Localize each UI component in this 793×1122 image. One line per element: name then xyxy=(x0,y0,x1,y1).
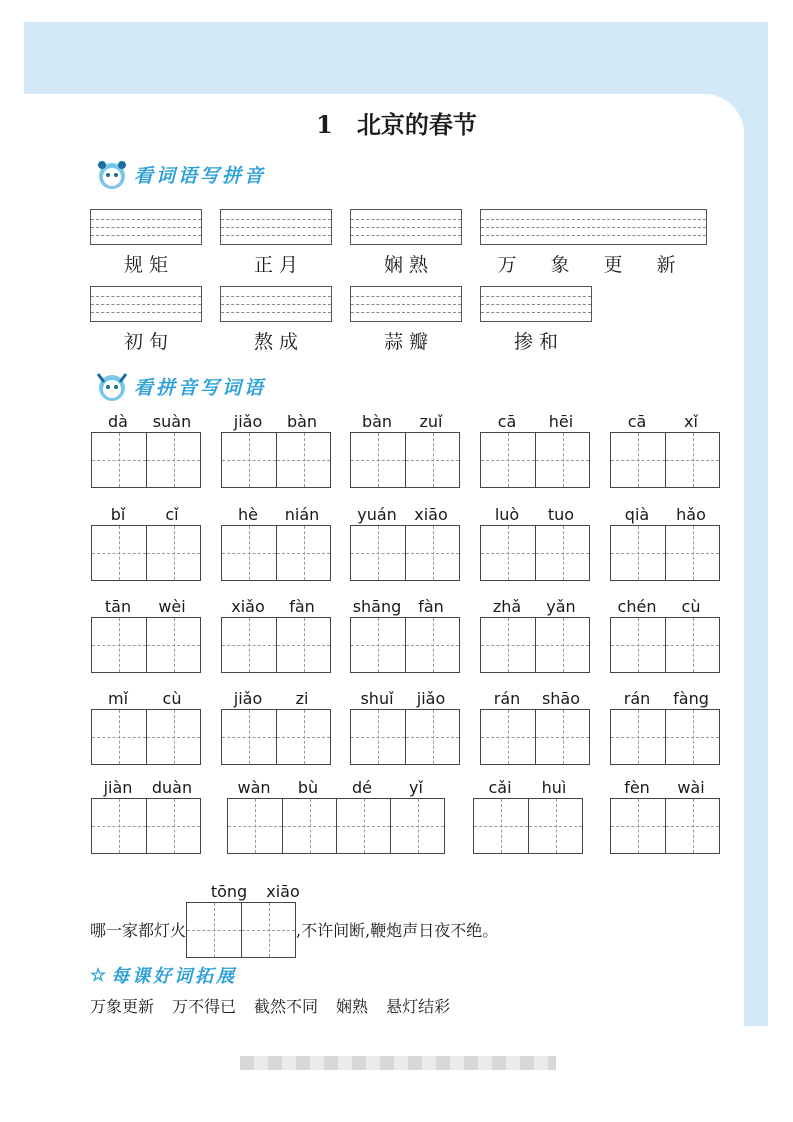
extension-word: 娴熟 xyxy=(336,997,369,1016)
char-grid xyxy=(91,432,201,488)
char-cell[interactable] xyxy=(92,526,146,580)
pinyin-label: nián xyxy=(284,504,320,524)
pinyin-word-group xyxy=(91,595,201,673)
char-cell[interactable] xyxy=(92,433,146,487)
pinyin-row xyxy=(91,687,201,709)
char-grid xyxy=(91,525,201,581)
pinyin-box[interactable] xyxy=(90,286,202,322)
pinyin-label: cù xyxy=(162,688,182,708)
pinyin-box[interactable] xyxy=(350,286,462,322)
pinyin-label: xiāo xyxy=(266,881,300,901)
char-cell[interactable] xyxy=(611,710,665,764)
pinyin-word-group xyxy=(221,410,331,488)
char-cell[interactable] xyxy=(611,618,665,672)
pinyin-label: yuán xyxy=(357,504,397,524)
pinyin-label: fèn xyxy=(624,777,650,797)
pinyin-label: zi xyxy=(295,688,309,708)
pinyin-box[interactable] xyxy=(90,209,202,245)
char-cell[interactable] xyxy=(665,433,719,487)
char-cell[interactable] xyxy=(405,618,459,672)
char-grid xyxy=(610,525,720,581)
pinyin-label: bàn xyxy=(286,411,318,431)
char-cell[interactable] xyxy=(481,526,535,580)
char-cell[interactable] xyxy=(92,618,146,672)
pinyin-label: rán xyxy=(623,688,651,708)
section2-heading xyxy=(92,368,266,404)
char-cell[interactable] xyxy=(405,526,459,580)
pinyin-label: hè xyxy=(238,504,258,524)
pinyin-word-group xyxy=(91,503,201,581)
pinyin-row xyxy=(480,410,590,432)
char-cell[interactable] xyxy=(222,526,276,580)
pinyin-label: dà xyxy=(108,411,128,431)
char-grid xyxy=(91,617,201,673)
char-grid xyxy=(221,617,331,673)
pinyin-label: chén xyxy=(617,596,657,616)
pinyin-word-group xyxy=(480,503,590,581)
char-cell[interactable] xyxy=(481,710,535,764)
extension-word: 万不得已 xyxy=(172,997,237,1016)
pinyin-word-group xyxy=(610,503,720,581)
pinyin-word-group xyxy=(350,503,460,581)
pinyin-row xyxy=(473,776,583,798)
char-grid xyxy=(186,902,296,958)
pinyin-label: mǐ xyxy=(107,688,129,708)
pinyin-label: cā xyxy=(627,411,647,431)
char-cell[interactable] xyxy=(665,526,719,580)
pinyin-word-group xyxy=(473,776,583,854)
char-cell[interactable] xyxy=(146,618,200,672)
char-cell[interactable] xyxy=(146,799,200,853)
char-grid xyxy=(221,709,331,765)
section2-heading-text: 看拼音写词语 xyxy=(134,376,267,399)
char-grid xyxy=(610,432,720,488)
pinyin-word-group xyxy=(221,503,331,581)
pinyin-box[interactable] xyxy=(480,209,707,245)
fill-sentence xyxy=(90,880,498,958)
char-grid xyxy=(227,798,445,854)
pinyin-row xyxy=(610,595,720,617)
char-cell[interactable] xyxy=(222,618,276,672)
char-cell[interactable] xyxy=(611,799,665,853)
word-label: 娴 熟 xyxy=(383,254,429,276)
pinyin-row xyxy=(480,503,590,525)
char-cell[interactable] xyxy=(535,433,589,487)
char-cell[interactable] xyxy=(528,799,582,853)
pinyin-row xyxy=(221,503,331,525)
footer-watermark xyxy=(240,1056,556,1070)
char-cell[interactable] xyxy=(282,799,336,853)
extension-word: 悬灯结彩 xyxy=(386,997,451,1016)
pinyin-label: shāng xyxy=(352,596,402,616)
pinyin-label: jiàn xyxy=(103,777,133,797)
char-cell[interactable] xyxy=(241,903,295,957)
pinyin-label: tān xyxy=(104,596,132,616)
char-cell[interactable] xyxy=(222,433,276,487)
pinyin-row xyxy=(91,776,201,798)
extension-words xyxy=(90,994,450,1017)
pinyin-label: wèi xyxy=(158,596,186,616)
pinyin-label: tuo xyxy=(547,504,575,524)
pinyin-label: yǎn xyxy=(546,596,576,616)
pinyin-box[interactable] xyxy=(350,209,462,245)
word-label: 掺 和 xyxy=(513,331,559,353)
char-grid xyxy=(221,525,331,581)
word-label: 规 矩 xyxy=(123,254,169,276)
char-cell[interactable] xyxy=(146,433,200,487)
extension-heading xyxy=(90,962,237,988)
pinyin-label: huì xyxy=(541,777,567,797)
pinyin-label: bǐ xyxy=(110,504,126,524)
pinyin-label: luò xyxy=(494,504,520,524)
char-cell[interactable] xyxy=(481,618,535,672)
pinyin-label: shāo xyxy=(541,688,581,708)
char-cell[interactable] xyxy=(665,710,719,764)
sentence-before: 哪一家都灯火 xyxy=(90,921,187,940)
pinyin-label: wàn xyxy=(237,777,271,797)
char-cell[interactable] xyxy=(535,710,589,764)
pinyin-word-group xyxy=(227,776,445,854)
char-cell[interactable] xyxy=(92,799,146,853)
char-cell[interactable] xyxy=(405,433,459,487)
page-title: 1 北京的春节 xyxy=(316,110,477,139)
pinyin-label: cǎi xyxy=(488,777,512,797)
pinyin-row xyxy=(610,687,720,709)
char-cell[interactable] xyxy=(146,526,200,580)
pinyin-row xyxy=(227,776,445,798)
pinyin-label: zhǎ xyxy=(492,596,522,616)
char-grid xyxy=(480,525,590,581)
char-cell[interactable] xyxy=(351,618,405,672)
char-cell[interactable] xyxy=(351,526,405,580)
char-grid xyxy=(610,617,720,673)
pinyin-box[interactable] xyxy=(220,286,332,322)
pinyin-box[interactable] xyxy=(220,209,332,245)
char-grid xyxy=(350,617,460,673)
pinyin-label: duàn xyxy=(151,777,193,797)
pinyin-box[interactable] xyxy=(480,286,592,322)
char-grid xyxy=(350,525,460,581)
pinyin-row xyxy=(91,595,201,617)
char-cell[interactable] xyxy=(276,526,330,580)
pinyin-label: cù xyxy=(681,596,701,616)
pinyin-word-group xyxy=(350,595,460,673)
pinyin-word-group xyxy=(610,595,720,673)
extension-heading-text: 每课好词拓展 xyxy=(111,966,238,987)
pinyin-word-group xyxy=(480,595,590,673)
char-cell[interactable] xyxy=(665,799,719,853)
char-grid xyxy=(221,432,331,488)
pinyin-label: qià xyxy=(624,504,650,524)
pinyin-word-group xyxy=(610,687,720,765)
pinyin-label: xǐ xyxy=(684,411,698,431)
pinyin-word-group xyxy=(350,687,460,765)
pinyin-word-group xyxy=(350,410,460,488)
pinyin-row xyxy=(610,503,720,525)
char-grid xyxy=(480,432,590,488)
section1-heading xyxy=(92,156,266,192)
pinyin-label: suàn xyxy=(152,411,192,431)
pinyin-label: xiǎo xyxy=(231,596,265,616)
pinyin-label: jiǎo xyxy=(416,688,446,708)
char-grid xyxy=(473,798,583,854)
char-cell[interactable] xyxy=(535,618,589,672)
pinyin-label: dé xyxy=(352,777,372,797)
char-cell[interactable] xyxy=(146,710,200,764)
word-label: 正 月 xyxy=(253,254,299,276)
char-cell[interactable] xyxy=(405,710,459,764)
star-icon: ☆ xyxy=(90,964,110,986)
panda-icon xyxy=(92,156,132,192)
char-cell[interactable] xyxy=(276,433,330,487)
pinyin-label: bàn xyxy=(361,411,393,431)
pinyin-label: hǎo xyxy=(676,504,706,524)
pinyin-label: rán xyxy=(493,688,521,708)
char-grid xyxy=(610,798,720,854)
pinyin-row xyxy=(350,503,460,525)
char-cell[interactable] xyxy=(481,433,535,487)
char-cell[interactable] xyxy=(390,799,444,853)
char-cell[interactable] xyxy=(276,710,330,764)
pinyin-row xyxy=(91,410,201,432)
pinyin-word-group xyxy=(610,776,720,854)
pinyin-word-group xyxy=(91,687,201,765)
char-cell[interactable] xyxy=(228,799,282,853)
pinyin-row xyxy=(221,687,331,709)
pinyin-row xyxy=(480,687,590,709)
char-cell[interactable] xyxy=(611,433,665,487)
pinyin-row xyxy=(350,410,460,432)
pinyin-row xyxy=(221,410,331,432)
word-label: 蒜 瓣 xyxy=(383,331,429,353)
word-label: 万 象 更 新 xyxy=(497,254,690,276)
char-cell[interactable] xyxy=(351,710,405,764)
pinyin-word-group xyxy=(480,410,590,488)
pinyin-label: jiǎo xyxy=(233,688,263,708)
word-label: 初 旬 xyxy=(123,331,169,353)
char-cell[interactable] xyxy=(187,903,241,957)
pinyin-label: bù xyxy=(297,777,319,797)
pinyin-row xyxy=(610,776,720,798)
word-label: 熬 成 xyxy=(253,331,299,353)
char-grid xyxy=(610,709,720,765)
char-grid xyxy=(480,709,590,765)
pinyin-label: wài xyxy=(677,777,705,797)
pinyin-word-group xyxy=(610,410,720,488)
pinyin-label: cǐ xyxy=(165,504,179,524)
pinyin-label: zuǐ xyxy=(419,411,443,431)
pinyin-label: yǐ xyxy=(409,777,423,797)
panda-icon xyxy=(92,368,132,404)
pinyin-row xyxy=(350,595,460,617)
char-grid xyxy=(91,709,201,765)
char-cell[interactable] xyxy=(665,618,719,672)
char-cell[interactable] xyxy=(336,799,390,853)
pinyin-label: tōng xyxy=(210,881,248,901)
section1-heading-text: 看词语写拼音 xyxy=(134,164,267,187)
pinyin-row xyxy=(480,595,590,617)
pinyin-label: jiǎo xyxy=(233,411,263,431)
char-cell[interactable] xyxy=(351,433,405,487)
pinyin-word-group xyxy=(221,595,331,673)
extension-word: 万象更新 xyxy=(90,997,155,1016)
pinyin-row xyxy=(91,503,201,525)
pinyin-label: cā xyxy=(497,411,517,431)
pinyin-row xyxy=(221,595,331,617)
pinyin-label: hēi xyxy=(548,411,574,431)
pinyin-label: fàn xyxy=(289,596,315,616)
pinyin-label: fàn xyxy=(418,596,444,616)
pinyin-word-group xyxy=(480,687,590,765)
pinyin-label: shuǐ xyxy=(360,688,394,708)
pinyin-word-group xyxy=(91,410,201,488)
char-grid xyxy=(350,709,460,765)
pinyin-word-group xyxy=(91,776,201,854)
pinyin-label: fàng xyxy=(673,688,709,708)
char-grid xyxy=(350,432,460,488)
char-cell[interactable] xyxy=(276,618,330,672)
char-cell[interactable] xyxy=(611,526,665,580)
char-cell[interactable] xyxy=(92,710,146,764)
pinyin-label: xiāo xyxy=(414,504,448,524)
char-grid xyxy=(480,617,590,673)
pinyin-word-group xyxy=(221,687,331,765)
pinyin-row xyxy=(350,687,460,709)
pinyin-row xyxy=(610,410,720,432)
char-cell[interactable] xyxy=(474,799,528,853)
extension-word: 截然不同 xyxy=(254,997,319,1016)
char-cell[interactable] xyxy=(222,710,276,764)
char-cell[interactable] xyxy=(535,526,589,580)
sentence-after: ,不许间断,鞭炮声日夜不绝。 xyxy=(296,921,499,940)
char-grid xyxy=(91,798,201,854)
